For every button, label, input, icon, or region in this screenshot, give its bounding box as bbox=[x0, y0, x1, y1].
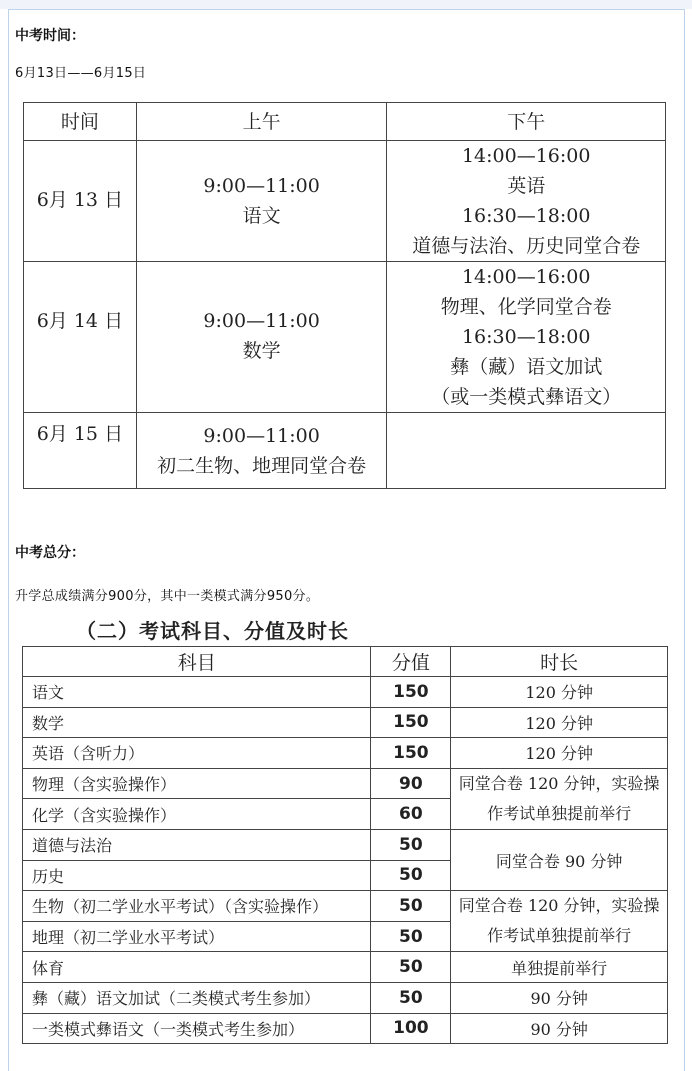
afternoon-time: 14:00—16:00 bbox=[461, 266, 591, 288]
schedule-row bbox=[24, 413, 666, 489]
afternoon-subject: 物理、化学同堂合卷 bbox=[440, 296, 612, 318]
subject-cell: 数学 bbox=[23, 707, 371, 738]
table-row bbox=[23, 891, 668, 922]
duration-cell: 120 分钟 bbox=[451, 677, 668, 708]
table-row bbox=[23, 677, 668, 708]
afternoon-time: 16:30—18:00 bbox=[461, 205, 591, 227]
subject-cell: 一类模式彝语文（一类模式考生参加） bbox=[23, 1013, 371, 1044]
table-row bbox=[23, 982, 668, 1013]
subject-cell: 物理（含实验操作） bbox=[23, 768, 371, 799]
schedule-afternoon-empty bbox=[387, 413, 666, 489]
table-row bbox=[23, 829, 668, 860]
score-cell: 50 bbox=[371, 921, 451, 952]
subject-cell: 地理（初二学业水平考试） bbox=[23, 921, 371, 952]
table-row bbox=[23, 952, 668, 983]
schedule-morning bbox=[136, 141, 387, 262]
afternoon-time: 14:00—16:00 bbox=[461, 145, 591, 167]
scores-header-row bbox=[23, 647, 668, 677]
top-bar bbox=[0, 0, 692, 9]
duration-cell: 90 分钟 bbox=[451, 982, 668, 1013]
score-cell: 100 bbox=[371, 1013, 451, 1044]
table-row bbox=[23, 738, 668, 769]
afternoon-subject: 道德与法治、历史同堂合卷 bbox=[412, 235, 641, 257]
schedule-header-afternoon: 下午 bbox=[387, 103, 666, 141]
scores-table-caption: （二）考试科目、分值及时长 bbox=[76, 619, 349, 643]
morning-time: 9:00—11:00 bbox=[203, 424, 320, 447]
duration-cell: 单独提前举行 bbox=[451, 952, 668, 983]
score-cell: 50 bbox=[371, 891, 451, 922]
exam-time-label: 中考时间： bbox=[15, 28, 85, 44]
schedule-header-morning: 上午 bbox=[136, 103, 387, 141]
score-cell: 150 bbox=[371, 707, 451, 738]
schedule-row bbox=[24, 141, 666, 262]
table-row bbox=[23, 707, 668, 738]
score-cell: 50 bbox=[371, 829, 451, 860]
afternoon-subject-note: （或一类模式彝语文） bbox=[431, 386, 622, 408]
afternoon-time: 16:30—18:00 bbox=[461, 326, 591, 348]
score-cell: 50 bbox=[371, 860, 451, 891]
morning-time: 9:00—11:00 bbox=[203, 310, 320, 332]
scores-header-score: 分值 bbox=[371, 647, 451, 677]
afternoon-subject: 英语 bbox=[507, 175, 546, 197]
scores-table bbox=[22, 646, 668, 1044]
score-cell: 90 bbox=[371, 768, 451, 799]
duration-cell-merged: 同堂合卷 120 分钟，实验操作考试单独提前举行 bbox=[451, 768, 668, 829]
subject-cell: 彝（藏）语文加试（二类模式考生参加） bbox=[23, 982, 371, 1013]
duration-cell-merged: 同堂合卷 120 分钟，实验操作考试单独提前举行 bbox=[451, 891, 668, 952]
morning-subject: 数学 bbox=[242, 340, 281, 362]
scores-header-subject: 科目 bbox=[23, 647, 371, 677]
subject-cell: 语文 bbox=[23, 677, 371, 708]
scores-header-duration: 时长 bbox=[451, 647, 668, 677]
schedule-morning bbox=[136, 413, 387, 489]
schedule-date: 6月 15 日 bbox=[24, 413, 137, 489]
duration-cell: 120 分钟 bbox=[451, 707, 668, 738]
score-cell: 60 bbox=[371, 799, 451, 830]
duration-cell-merged: 同堂合卷 90 分钟 bbox=[451, 829, 668, 890]
duration-cell: 90 分钟 bbox=[451, 1013, 668, 1044]
schedule-table bbox=[23, 102, 666, 489]
table-row bbox=[23, 768, 668, 799]
schedule-row bbox=[24, 262, 666, 413]
morning-time: 9:00—11:00 bbox=[203, 175, 320, 197]
total-score-text: 升学总成绩满分900分，其中一类模式满分950分。 bbox=[15, 589, 320, 604]
morning-subject: 初二生物、地理同堂合卷 bbox=[157, 454, 367, 477]
score-cell: 150 bbox=[371, 738, 451, 769]
afternoon-subject: 彝（藏）语文加试 bbox=[450, 356, 603, 378]
schedule-date: 6月 13 日 bbox=[24, 141, 137, 262]
morning-subject: 语文 bbox=[242, 205, 281, 227]
score-cell: 50 bbox=[371, 982, 451, 1013]
score-cell: 150 bbox=[371, 677, 451, 708]
score-cell: 50 bbox=[371, 952, 451, 983]
subject-cell: 化学（含实验操作） bbox=[23, 799, 371, 830]
subject-cell: 历史 bbox=[23, 860, 371, 891]
subject-cell: 生物（初二学业水平考试）（含实验操作） bbox=[23, 891, 371, 922]
subject-cell: 道德与法治 bbox=[23, 829, 371, 860]
total-score-label: 中考总分： bbox=[15, 545, 85, 561]
exam-dates: 6月13日——6月15日 bbox=[15, 66, 147, 81]
table-row bbox=[23, 1013, 668, 1044]
schedule-afternoon bbox=[387, 141, 666, 262]
subject-cell: 英语（含听力） bbox=[23, 738, 371, 769]
schedule-header-row bbox=[24, 103, 666, 141]
schedule-header-time: 时间 bbox=[24, 103, 137, 141]
subject-cell: 体育 bbox=[23, 952, 371, 983]
schedule-morning bbox=[136, 262, 387, 413]
duration-cell: 120 分钟 bbox=[451, 738, 668, 769]
schedule-afternoon bbox=[387, 262, 666, 413]
schedule-date: 6月 14 日 bbox=[24, 262, 137, 413]
